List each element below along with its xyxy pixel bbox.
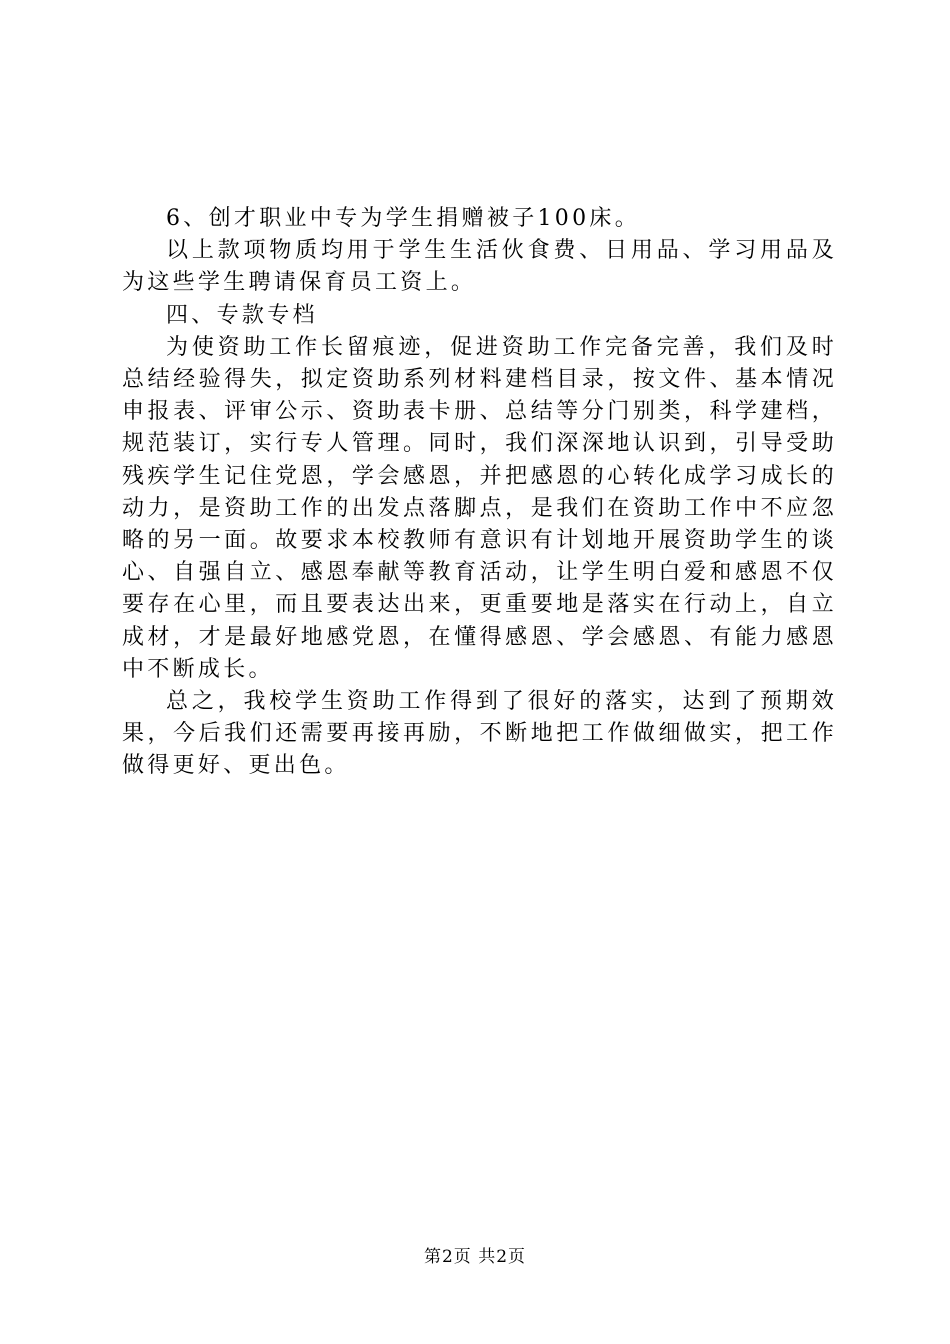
document-body	[122, 203, 837, 783]
page-number-footer: 第2页 共2页	[423, 1247, 527, 1267]
paragraph-archiving-details: 为使资助工作长留痕迹，促进资助工作完备完善，我们及时总结经验得失，拟定资助系列材料建档目录，按文件、基本情况申报表、评审公示、资助表卡册、总结等分门别类，科学建档，规范装订，实行专人管理。同时，我们深深地认识到，引导受助残疾学生记住党恩，学会感恩，并把感恩的心转化成学习成长的动力，是资助工作的出发点落脚点，是我们在资助工作中不应忽略的另一面。故要求本校教师有意识有计划地开展资助学生的谈心、自强自立、感恩奉献等教育活动，让学生明白爱和感恩不仅要存在心里，而且要表达出来，更重要地是落实在行动上，自立成材，才是最好地感党恩，在懂得感恩、学会感恩、有能力感恩中不断成长。	[122, 334, 837, 682]
paragraph-fund-usage: 以上款项物质均用于学生生活伙食费、日用品、学习用品及为这些学生聘请保育员工资上。	[122, 238, 837, 296]
paragraph-conclusion: 总之，我校学生资助工作得到了很好的落实，达到了预期效果，今后我们还需要再接再励，不断地把工作做细做实，把工作做得更好、更出色。	[122, 689, 837, 779]
paragraph-donation-item: 6、创才职业中专为学生捐赠被子100床。	[166, 206, 640, 231]
section-heading-archiving: 四、专款专档	[166, 302, 318, 328]
